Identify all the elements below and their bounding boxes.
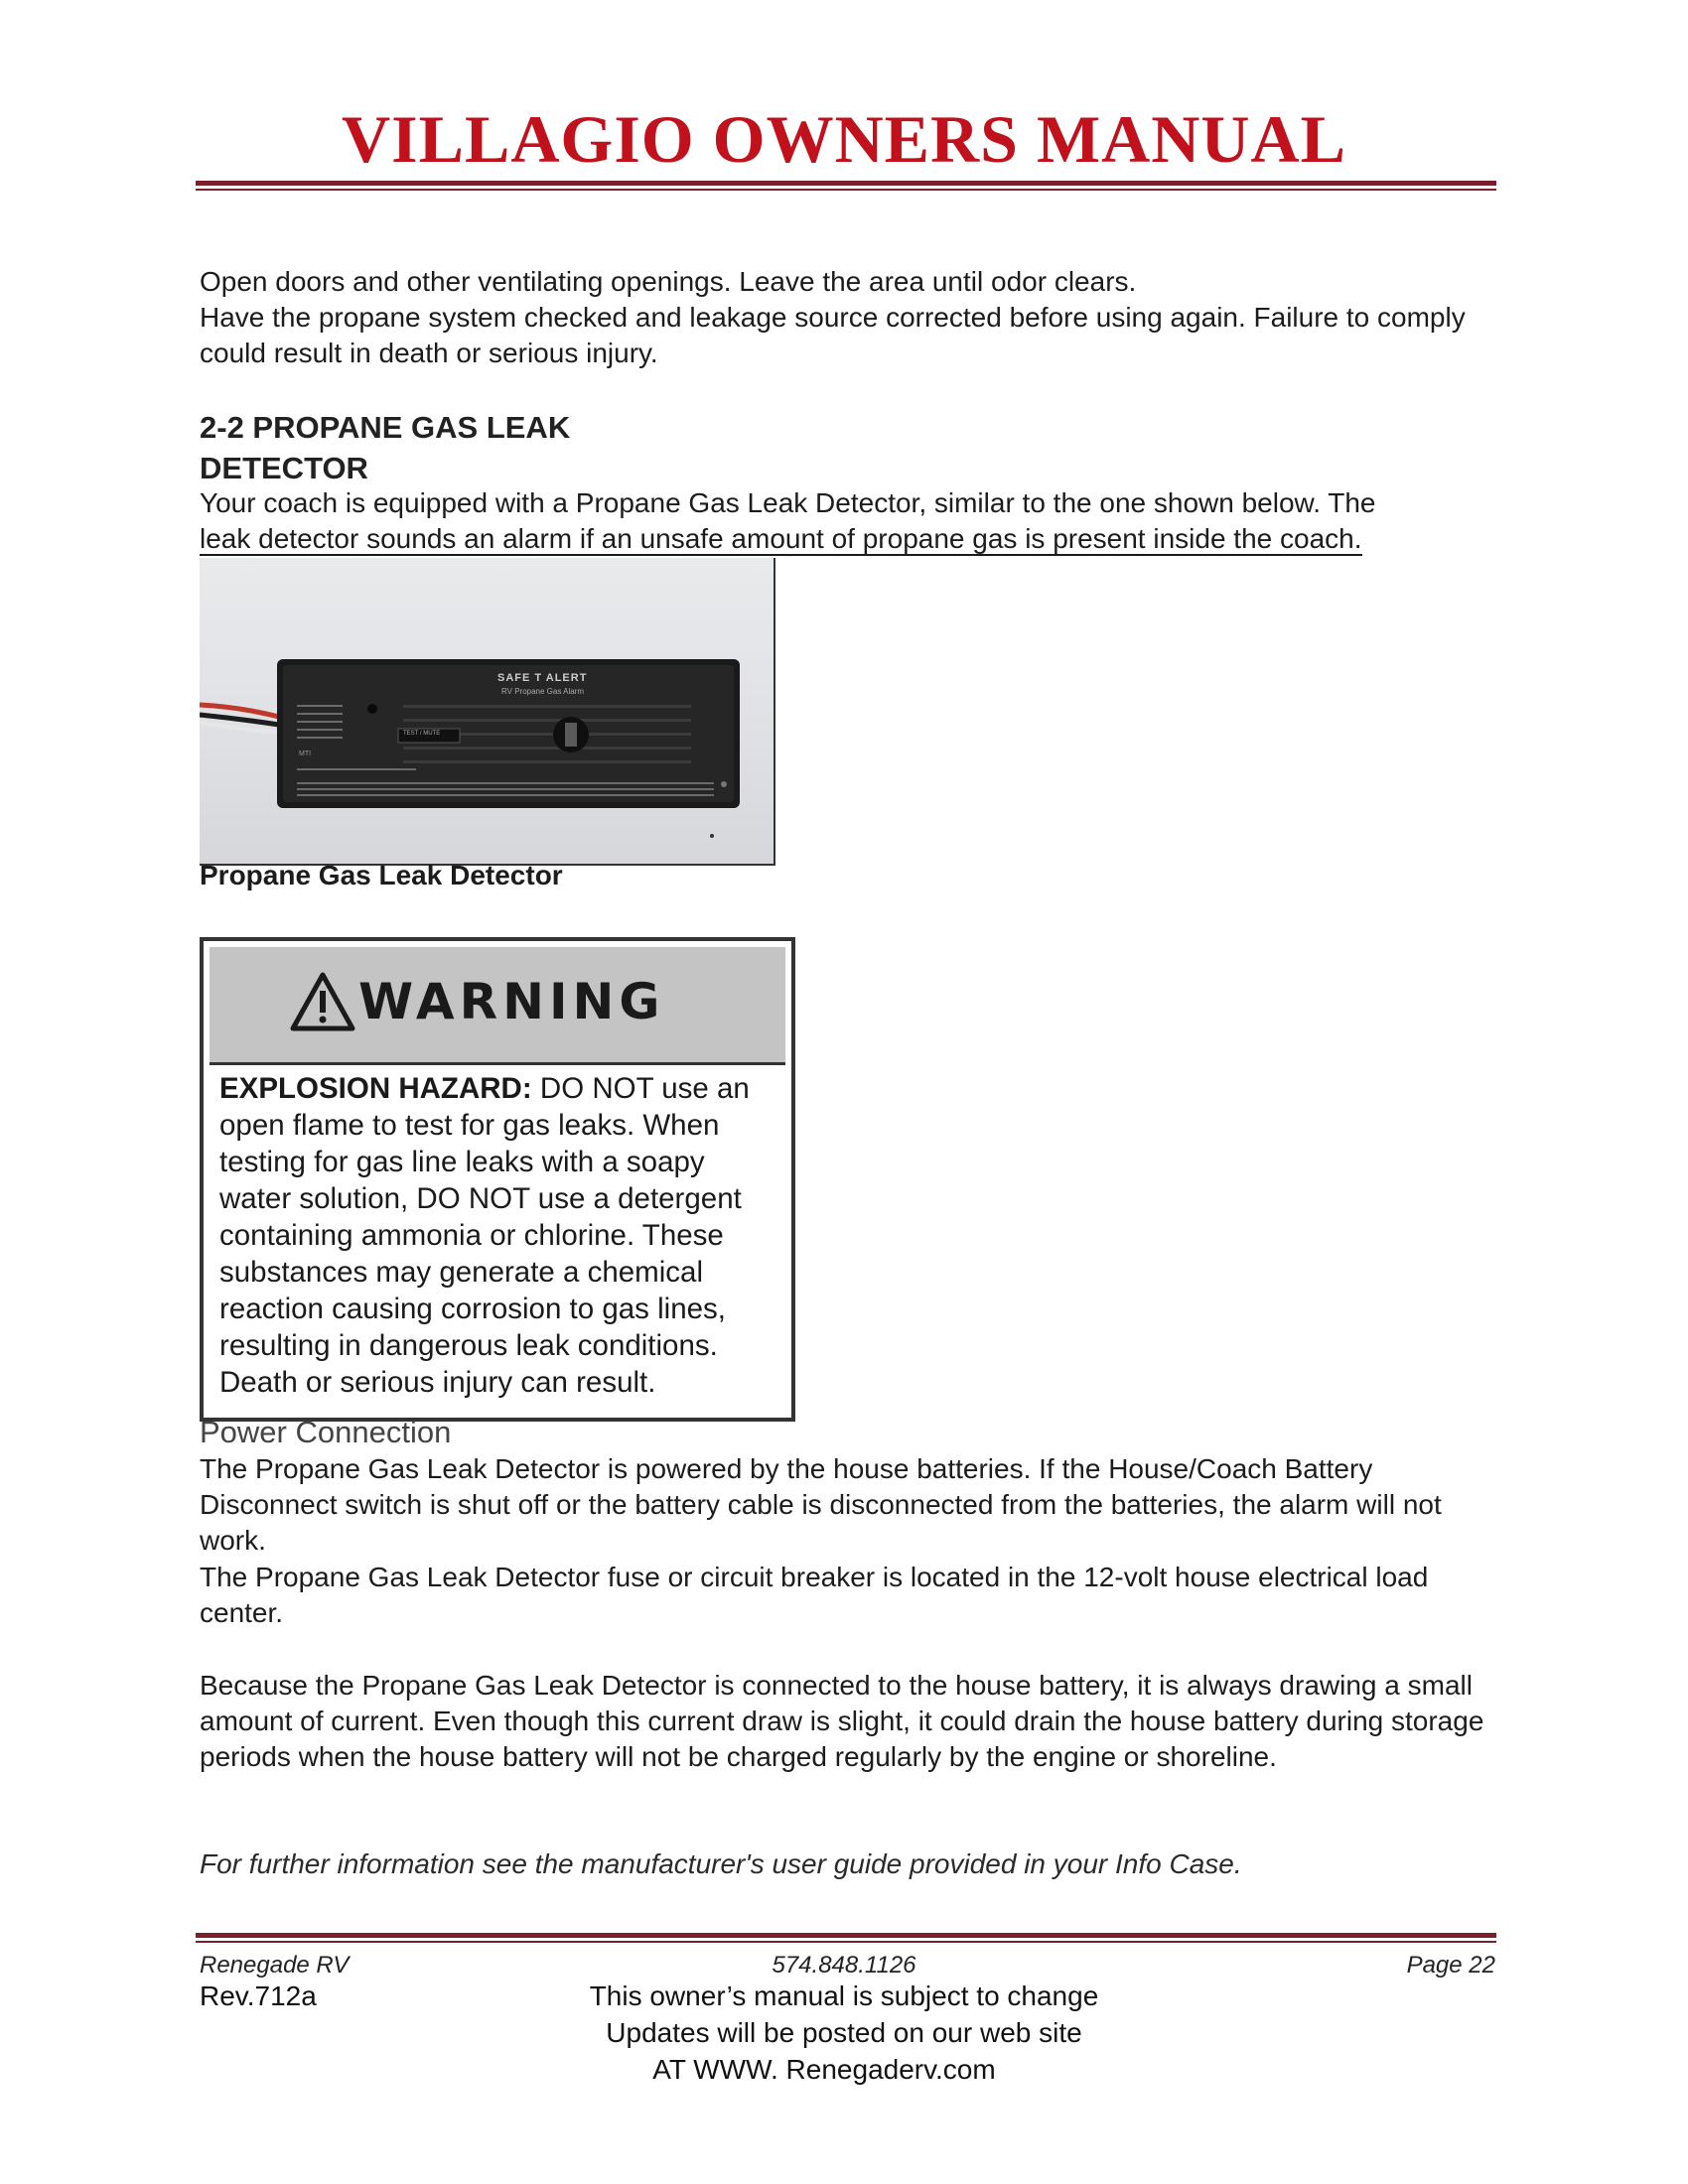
footer-phone: 574.848.1126 (772, 1952, 916, 1979)
footer-notice-line-1: This owner’s manual is subject to change (589, 1980, 1099, 2011)
header-rule-thick (196, 181, 1496, 186)
detector-brand: SAFE T ALERT (497, 672, 588, 684)
detector-model: MTI (299, 751, 312, 757)
detector-photo (200, 558, 775, 866)
footer-notice-line-2: Updates will be posted on our web site (606, 2017, 1082, 2048)
power-paragraph-2: The Propane Gas Leak Detector fuse or circuit breaker is located in the 12-volt house electrical load center. (200, 1562, 1429, 1628)
detector-test-button: TEST / MUTE (403, 731, 441, 737)
section-heading-line-2: DETECTOR (200, 451, 368, 485)
warning-label: EXPLOSION HAZARD: (219, 1072, 532, 1105)
section-body-line-2 (200, 521, 1510, 557)
section-body-line-2-text: leak detector sounds an alarm if an unsafe amount of propane gas is present inside the coach. (200, 523, 1362, 554)
intro-line-2: Have the propane system checked and leakage source corrected before using again. Failure to comply could result in death or serious injury. (200, 302, 1466, 368)
warning-text (219, 1070, 781, 1401)
manufacturer-note: For further information see the manufacturer's user guide provided in your Info Case. (200, 1848, 1242, 1879)
warning-title: WARNING (358, 973, 665, 1030)
detector-subtitle: RV Propane Gas Alarm (501, 687, 585, 696)
footer-rule-thin (196, 1941, 1496, 1943)
footer-revision: Rev.712a (200, 1980, 317, 2011)
warning-header (210, 947, 785, 1065)
photo-caption: Propane Gas Leak Detector (200, 860, 563, 890)
power-paragraph-3: Because the Propane Gas Leak Detector is connected to the house battery, it is always drawing a small amount of current. Even though this current draw is slight, it could drain the house battery during storage periods when the house battery will not be charged regularly by the engine or shoreline. (200, 1670, 1484, 1772)
header-rule-thin (196, 189, 1496, 191)
warning-box (200, 937, 795, 1422)
document-title: VILLAGIO OWNERS MANUAL (342, 101, 1346, 177)
footer-company: Renegade RV (200, 1952, 350, 1979)
footer-rule-thick (196, 1933, 1496, 1938)
section-body-line-1: Your coach is equipped with a Propane Gas Leak Detector, similar to the one shown below. The (200, 487, 1376, 518)
footer-page-number: Page 22 (1406, 1952, 1495, 1979)
footer-notice-line-3: AT WWW. Renegaderv.com (652, 2054, 996, 2085)
detector-illustration (200, 558, 774, 864)
warning-body: DO NOT use an open flame to test for gas leaks. When testing for gas line leaks with a soapy water solution, DO NOT use a detergent containing ammonia or chlorine. These substances may generate a chemical reaction causing corrosion to gas lines, resulting in dangerous leak conditions. Death or serious injury can result. (219, 1072, 750, 1399)
power-connection-heading: Power Connection (200, 1415, 452, 1449)
warning-triangle-icon (289, 971, 356, 1032)
power-paragraph-1: The Propane Gas Leak Detector is powered by the house batteries. If the House/Coach Battery Disconnect switch is shut off or the battery cable is disconnected from the batteries, the alarm will not work. (200, 1453, 1442, 1556)
intro-line-1: Open doors and other ventilating openings. Leave the area until odor clears. (200, 266, 1137, 297)
section-heading-line-1: 2-2 PROPANE GAS LEAK (200, 410, 571, 445)
